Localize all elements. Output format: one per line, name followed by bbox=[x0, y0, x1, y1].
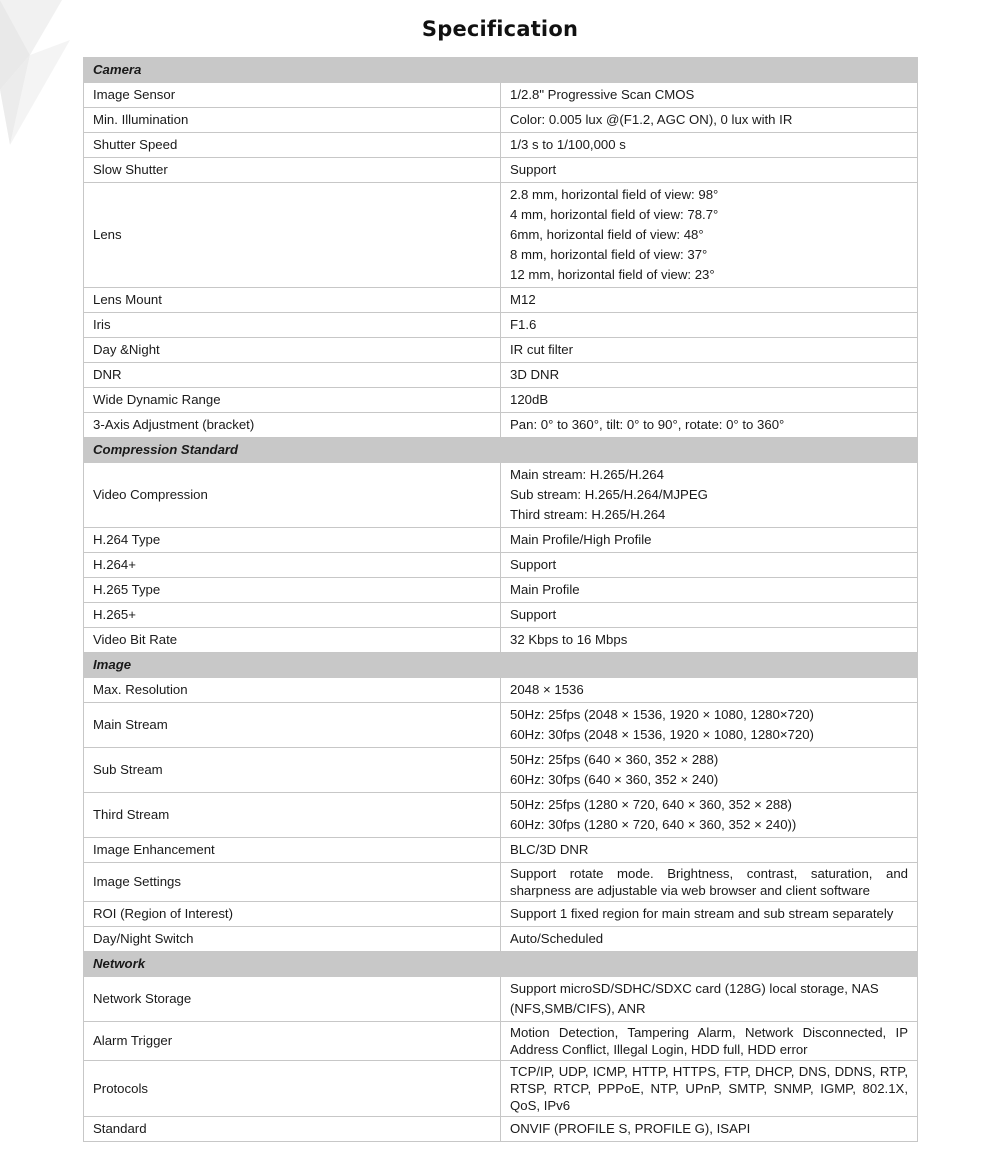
spec-value bbox=[501, 927, 918, 952]
spec-value-line: Color: 0.005 lux @(F1.2, AGC ON), 0 lux with IR bbox=[510, 112, 793, 127]
spec-label: Alarm Trigger bbox=[84, 1022, 501, 1061]
spec-value bbox=[501, 528, 918, 553]
spec-value bbox=[501, 902, 918, 927]
spec-value-line: F1.6 bbox=[510, 317, 537, 332]
spec-value-line: Sub stream: H.265/H.264/MJPEG bbox=[510, 487, 708, 502]
spec-row bbox=[84, 863, 918, 902]
section-header bbox=[84, 653, 918, 678]
spec-value-line: 6mm, horizontal field of view: 48° bbox=[510, 227, 704, 242]
spec-value-line: TCP/IP, UDP, ICMP, HTTP, HTTPS, FTP, DHCP, DNS, DDNS, RTP, RTSP, RTCP, PPPoE, NTP, UPnP, SMTP, SNMP, IGMP, 802.1X, QoS, IPv6 bbox=[510, 1064, 908, 1113]
specification-table bbox=[83, 57, 918, 1142]
spec-value bbox=[501, 133, 918, 158]
spec-value-line: 120dB bbox=[510, 392, 549, 407]
spec-value-line: IR cut filter bbox=[510, 342, 574, 357]
page-title: Specification bbox=[421, 17, 579, 41]
spec-value-line: 50Hz: 25fps (640 × 360, 352 × 288) bbox=[510, 752, 719, 767]
spec-row bbox=[84, 363, 918, 388]
spec-row bbox=[84, 388, 918, 413]
spec-label: Shutter Speed bbox=[84, 133, 501, 158]
spec-value bbox=[501, 288, 918, 313]
spec-value bbox=[501, 748, 918, 793]
spec-value-line: Support bbox=[510, 607, 557, 622]
spec-value bbox=[501, 1061, 918, 1117]
spec-value-line: BLC/3D DNR bbox=[510, 842, 589, 857]
spec-value bbox=[501, 793, 918, 838]
spec-label: Min. Illumination bbox=[84, 108, 501, 133]
spec-value-line: 2048 × 1536 bbox=[510, 682, 584, 697]
spec-row bbox=[84, 313, 918, 338]
spec-value-line: 50Hz: 25fps (1280 × 720, 640 × 360, 352 × 288) bbox=[510, 797, 792, 812]
spec-value-line: Auto/Scheduled bbox=[510, 931, 604, 946]
spec-row bbox=[84, 1117, 918, 1142]
spec-row bbox=[84, 838, 918, 863]
spec-row bbox=[84, 578, 918, 603]
spec-row bbox=[84, 1022, 918, 1061]
spec-label: Day &Night bbox=[84, 338, 501, 363]
spec-label: Iris bbox=[84, 313, 501, 338]
spec-value bbox=[501, 578, 918, 603]
spec-row bbox=[84, 133, 918, 158]
spec-value bbox=[501, 628, 918, 653]
spec-value bbox=[501, 463, 918, 528]
spec-row bbox=[84, 703, 918, 748]
spec-value bbox=[501, 678, 918, 703]
spec-label: Third Stream bbox=[84, 793, 501, 838]
spec-row bbox=[84, 108, 918, 133]
spec-value-line: 1/3 s to 1/100,000 s bbox=[510, 137, 626, 152]
spec-value-line: 4 mm, horizontal field of view: 78.7° bbox=[510, 207, 719, 222]
spec-label: DNR bbox=[84, 363, 501, 388]
spec-value bbox=[501, 863, 918, 902]
spec-value-line: 32 Kbps to 16 Mbps bbox=[510, 632, 628, 647]
spec-row bbox=[84, 603, 918, 628]
spec-value-line: Main stream: H.265/H.264 bbox=[510, 467, 664, 482]
spec-value bbox=[501, 413, 918, 438]
spec-row bbox=[84, 338, 918, 363]
spec-label: H.265 Type bbox=[84, 578, 501, 603]
spec-label: H.264 Type bbox=[84, 528, 501, 553]
spec-row bbox=[84, 553, 918, 578]
spec-value-line: Pan: 0° to 360°, tilt: 0° to 90°, rotate: 0° to 360° bbox=[510, 417, 785, 432]
spec-label: H.265+ bbox=[84, 603, 501, 628]
spec-label: Image Settings bbox=[84, 863, 501, 902]
spec-value bbox=[501, 553, 918, 578]
spec-row bbox=[84, 83, 918, 108]
section-title: Network bbox=[84, 952, 918, 977]
spec-label: Image Enhancement bbox=[84, 838, 501, 863]
spec-row bbox=[84, 1061, 918, 1117]
spec-label: Lens Mount bbox=[84, 288, 501, 313]
spec-label: Sub Stream bbox=[84, 748, 501, 793]
spec-row bbox=[84, 748, 918, 793]
spec-label: Slow Shutter bbox=[84, 158, 501, 183]
spec-label: Main Stream bbox=[84, 703, 501, 748]
spec-value bbox=[501, 603, 918, 628]
section-header bbox=[84, 58, 918, 83]
spec-row bbox=[84, 902, 918, 927]
spec-value bbox=[501, 83, 918, 108]
spec-value-line: Support 1 fixed region for main stream and sub stream separately bbox=[510, 906, 894, 921]
spec-row bbox=[84, 183, 918, 288]
spec-label: H.264+ bbox=[84, 553, 501, 578]
spec-row bbox=[84, 678, 918, 703]
spec-row bbox=[84, 463, 918, 528]
spec-row bbox=[84, 158, 918, 183]
spec-value-line: ONVIF (PROFILE S, PROFILE G), ISAPI bbox=[510, 1121, 751, 1136]
spec-value-line: 60Hz: 30fps (2048 × 1536, 1920 × 1080, 1280×720) bbox=[510, 727, 814, 742]
spec-value-line: Third stream: H.265/H.264 bbox=[510, 507, 666, 522]
spec-value-line: 2.8 mm, horizontal field of view: 98° bbox=[510, 187, 719, 202]
spec-label: ROI (Region of Interest) bbox=[84, 902, 501, 927]
spec-value bbox=[501, 183, 918, 288]
spec-label: Image Sensor bbox=[84, 83, 501, 108]
spec-row bbox=[84, 927, 918, 952]
spec-value bbox=[501, 313, 918, 338]
spec-value-line: Main Profile/High Profile bbox=[510, 532, 652, 547]
spec-label: Protocols bbox=[84, 1061, 501, 1117]
spec-value bbox=[501, 158, 918, 183]
spec-value-line: Main Profile bbox=[510, 582, 580, 597]
spec-value bbox=[501, 338, 918, 363]
spec-value-line: Support microSD/SDHC/SDXC card (128G) local storage, NAS (NFS,SMB/CIFS), ANR bbox=[510, 981, 879, 1016]
spec-value-line: 60Hz: 30fps (1280 × 720, 640 × 360, 352 × 240)) bbox=[510, 817, 797, 832]
spec-value bbox=[501, 703, 918, 748]
spec-value bbox=[501, 108, 918, 133]
spec-label: 3-Axis Adjustment (bracket) bbox=[84, 413, 501, 438]
spec-value bbox=[501, 977, 918, 1022]
spec-row bbox=[84, 977, 918, 1022]
spec-label: Video Compression bbox=[84, 463, 501, 528]
spec-value-line: 8 mm, horizontal field of view: 37° bbox=[510, 247, 708, 262]
spec-label: Max. Resolution bbox=[84, 678, 501, 703]
spec-value-line: 3D DNR bbox=[510, 367, 560, 382]
spec-value-line: Support bbox=[510, 162, 557, 177]
spec-row bbox=[84, 628, 918, 653]
spec-label: Network Storage bbox=[84, 977, 501, 1022]
spec-value bbox=[501, 363, 918, 388]
section-title: Camera bbox=[84, 58, 918, 83]
spec-value-line: Support rotate mode. Brightness, contrast, saturation, and sharpness are adjustable via web browser and client software bbox=[510, 866, 908, 898]
spec-value bbox=[501, 388, 918, 413]
spec-label: Video Bit Rate bbox=[84, 628, 501, 653]
spec-label: Wide Dynamic Range bbox=[84, 388, 501, 413]
spec-value bbox=[501, 1117, 918, 1142]
spec-value-line: Support bbox=[510, 557, 557, 572]
spec-value bbox=[501, 838, 918, 863]
spec-value-line: 12 mm, horizontal field of view: 23° bbox=[510, 267, 715, 282]
section-header bbox=[84, 952, 918, 977]
spec-row bbox=[84, 413, 918, 438]
spec-value-line: Motion Detection, Tampering Alarm, Network Disconnected, IP Address Conflict, Illegal Login, HDD full, HDD error bbox=[510, 1025, 908, 1057]
section-title: Compression Standard bbox=[84, 438, 918, 463]
spec-row bbox=[84, 288, 918, 313]
spec-row bbox=[84, 793, 918, 838]
spec-label: Lens bbox=[84, 183, 501, 288]
spec-row bbox=[84, 528, 918, 553]
spec-value bbox=[501, 1022, 918, 1061]
section-header bbox=[84, 438, 918, 463]
spec-value-line: 50Hz: 25fps (2048 × 1536, 1920 × 1080, 1280×720) bbox=[510, 707, 814, 722]
spec-value-line: 1/2.8" Progressive Scan CMOS bbox=[510, 87, 695, 102]
spec-value-line: M12 bbox=[510, 292, 536, 307]
spec-label: Standard bbox=[84, 1117, 501, 1142]
spec-value-line: 60Hz: 30fps (640 × 360, 352 × 240) bbox=[510, 772, 719, 787]
section-title: Image bbox=[84, 653, 918, 678]
spec-label: Day/Night Switch bbox=[84, 927, 501, 952]
